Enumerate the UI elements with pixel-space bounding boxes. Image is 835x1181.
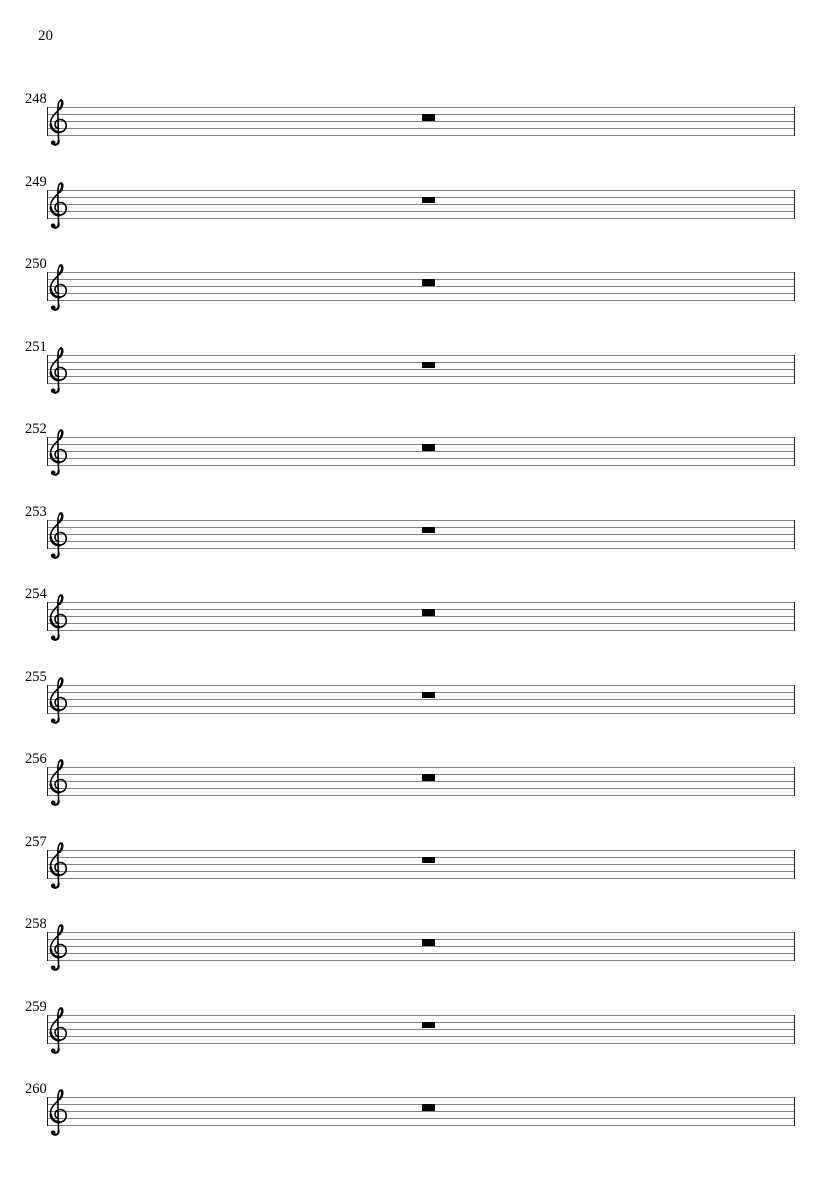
treble-clef-icon [45, 262, 69, 314]
whole-rest-icon [422, 692, 435, 699]
treble-clef-icon [45, 840, 69, 892]
staff [47, 685, 795, 714]
staff-line [47, 465, 795, 466]
treble-clef-icon [45, 97, 69, 149]
measure-number: 253 [25, 503, 47, 520]
whole-rest-icon [422, 1104, 435, 1111]
staff-line [47, 128, 795, 129]
staff-system [25, 339, 803, 411]
measure-number: 249 [25, 173, 47, 190]
staff-line [47, 630, 795, 631]
staff-line [47, 774, 795, 775]
staff-line [47, 197, 795, 198]
barline-right [794, 767, 795, 796]
staff-system [25, 834, 803, 906]
staff-line [47, 114, 795, 115]
staff-system [25, 421, 803, 493]
staff-line [47, 534, 795, 535]
staff-line [47, 1015, 795, 1016]
staff-line [47, 135, 795, 136]
measure-number: 259 [25, 998, 47, 1015]
treble-clef-icon [45, 1087, 69, 1139]
staff-line [47, 300, 795, 301]
staff-line [47, 376, 795, 377]
staff-system [25, 504, 803, 576]
staff-line [47, 692, 795, 693]
barline-right [794, 520, 795, 549]
staff-line [47, 609, 795, 610]
staff [47, 107, 795, 136]
treble-clef-icon [45, 675, 69, 727]
staff-system [25, 751, 803, 823]
staff-line [47, 204, 795, 205]
staff-line [47, 121, 795, 122]
whole-rest-icon [422, 774, 435, 781]
staff-line [47, 362, 795, 363]
staff [47, 767, 795, 796]
staff-line [47, 444, 795, 445]
measure-number: 251 [25, 338, 47, 355]
staff-line [47, 286, 795, 287]
whole-rest-icon [422, 857, 435, 864]
barline-right [794, 685, 795, 714]
staff-line [47, 541, 795, 542]
staff-system [25, 916, 803, 988]
staff-system [25, 91, 803, 163]
staff-line [47, 1036, 795, 1037]
whole-rest-icon [422, 197, 435, 204]
staff-line [47, 272, 795, 273]
barline-right [794, 850, 795, 879]
staff [47, 272, 795, 301]
barline-right [794, 1097, 795, 1126]
staff-line [47, 107, 795, 108]
staff-line [47, 527, 795, 528]
staff-line [47, 932, 795, 933]
staff-line [47, 946, 795, 947]
staff-line [47, 623, 795, 624]
staff-line [47, 293, 795, 294]
staff [47, 437, 795, 466]
staff-line [47, 1111, 795, 1112]
measure-number: 256 [25, 751, 47, 767]
staff-line [47, 878, 795, 879]
staff-line [47, 788, 795, 789]
staff-line [47, 279, 795, 280]
measure-number: 248 [25, 91, 47, 107]
staff-line [47, 218, 795, 219]
staff-line [47, 685, 795, 686]
staff-line [47, 437, 795, 438]
staff-line [47, 355, 795, 356]
treble-clef-icon [45, 345, 69, 397]
whole-rest-icon [422, 362, 435, 369]
page-number: 20 [38, 28, 53, 44]
staff-line [47, 699, 795, 700]
staff-line [47, 451, 795, 452]
staff-line [47, 211, 795, 212]
treble-clef-icon [45, 922, 69, 974]
whole-rest-icon [422, 939, 435, 946]
staff-line [47, 795, 795, 796]
staff-line [47, 383, 795, 384]
staff-line [47, 1125, 795, 1126]
whole-rest-icon [422, 609, 435, 616]
staff [47, 355, 795, 384]
treble-clef-icon [45, 180, 69, 232]
whole-rest-icon [422, 279, 435, 286]
staff-line [47, 706, 795, 707]
staff-line [47, 953, 795, 954]
staff-system [25, 586, 803, 658]
staff-line [47, 369, 795, 370]
staff-system [25, 1081, 803, 1153]
staff-system [25, 999, 803, 1071]
barline-right [794, 272, 795, 301]
treble-clef-icon [45, 427, 69, 479]
staff-line [47, 857, 795, 858]
staff [47, 1015, 795, 1044]
staff-system [25, 256, 803, 328]
whole-rest-icon [422, 1022, 435, 1029]
staff [47, 850, 795, 879]
staff [47, 190, 795, 219]
staff [47, 520, 795, 549]
staff-line [47, 1118, 795, 1119]
barline-right [794, 602, 795, 631]
measure-number: 260 [25, 1081, 47, 1097]
staff-line [47, 781, 795, 782]
barline-right [794, 355, 795, 384]
staff [47, 1097, 795, 1126]
measure-number: 257 [25, 833, 47, 850]
staff-line [47, 458, 795, 459]
measure-number: 258 [25, 916, 47, 932]
staff-line [47, 960, 795, 961]
barline-right [794, 107, 795, 136]
staff [47, 932, 795, 961]
staff-line [47, 1104, 795, 1105]
staff-line [47, 767, 795, 768]
staff-line [47, 548, 795, 549]
staff [47, 602, 795, 631]
measure-number: 254 [25, 586, 47, 602]
staff-line [47, 520, 795, 521]
whole-rest-icon [422, 114, 435, 121]
measure-number: 255 [25, 668, 47, 685]
staff-line [47, 1043, 795, 1044]
barline-right [794, 437, 795, 466]
treble-clef-icon [45, 592, 69, 644]
whole-rest-icon [422, 444, 435, 451]
treble-clef-icon [45, 510, 69, 562]
staff-line [47, 1029, 795, 1030]
treble-clef-icon [45, 1005, 69, 1057]
staff-line [47, 602, 795, 603]
treble-clef-icon [45, 757, 69, 809]
staff-line [47, 616, 795, 617]
staff-system [25, 669, 803, 741]
staff-line [47, 1097, 795, 1098]
staff-line [47, 939, 795, 940]
staff-line [47, 871, 795, 872]
barline-right [794, 932, 795, 961]
staff-line [47, 864, 795, 865]
staff-line [47, 1022, 795, 1023]
measure-number: 252 [25, 421, 47, 437]
barline-right [794, 1015, 795, 1044]
staff-line [47, 850, 795, 851]
measure-number: 250 [25, 256, 47, 272]
staff-line [47, 713, 795, 714]
staff-line [47, 190, 795, 191]
staff-system [25, 174, 803, 246]
whole-rest-icon [422, 527, 435, 534]
barline-right [794, 190, 795, 219]
